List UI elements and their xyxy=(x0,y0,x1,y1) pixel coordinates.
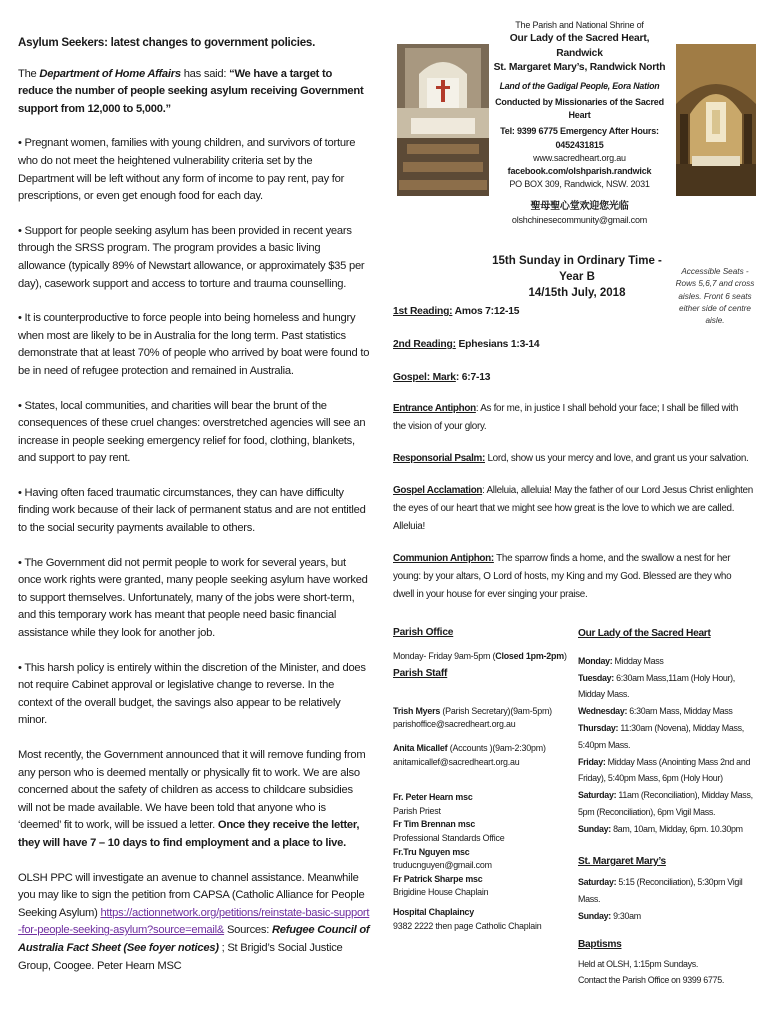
first-reading xyxy=(393,306,519,317)
mass-day-row xyxy=(578,908,762,925)
office-hours-post: ) xyxy=(563,650,567,661)
staff-role: Brigidine House Chaplain xyxy=(393,887,489,898)
parish-staff-heading: Parish Staff xyxy=(393,668,448,680)
staff-role: Professional Standards Office xyxy=(393,832,505,843)
land-acknowledgement: Land of the Gadigal People, Eora Nation xyxy=(499,80,660,91)
intro-mid: has said: xyxy=(180,67,230,80)
gospel-label: Gospel: Mark xyxy=(393,372,456,383)
mass-times: 6:30am Mass,11am (Holy Hour), Midday Mass. xyxy=(578,672,735,700)
mass-day-row xyxy=(578,874,762,908)
church-sanctuary-photo xyxy=(676,44,756,196)
staff-role: Parish Priest xyxy=(393,805,441,816)
recent-paragraph xyxy=(18,747,370,853)
mass-day: Sunday: xyxy=(578,910,611,921)
department-quote: “We have a target to reduce the number of people seeking asylum receiving Government support from 12,000 to 5,000.” xyxy=(18,67,364,115)
chinese-welcome: 聖母聖心堂欢迎您光临 xyxy=(530,201,629,213)
baptisms-line-1: Held at OLSH, 1:15pm Sundays. xyxy=(578,958,699,969)
parish-office-heading: Parish Office xyxy=(393,627,454,638)
communion-label: Communion Antiphon: xyxy=(393,553,494,564)
entrance-antiphon-label: Entrance Antiphon xyxy=(393,403,476,414)
bullet-item: • Support for people seeking asylum has been provided in recent years through the SRSS program. The program provides a basic living allowance (typically 89% of Newstart allowance, or approximately $35 per day), casework support and access to torture and trauma counselling. xyxy=(18,224,365,290)
bullet-item: • Having often faced traumatic circumstances, they can have difficulty finding work because of their lack of permanent status and are not entitled to the social security payments available to others. xyxy=(18,486,366,535)
psalm-text: Lord, show us your mercy and love, and grant us your salvation. xyxy=(485,453,749,464)
office-hours xyxy=(393,650,573,664)
acclamation-text: : Alleluia, alleluia! May the father of our Lord Jesus Christ enlighten the eyes of our heart that we might see how great is the love to which we are called. Alleluia! xyxy=(393,485,753,532)
mass-day-row xyxy=(578,670,762,704)
header-line-1: The Parish and National Shrine of xyxy=(515,20,644,30)
mass-day-row xyxy=(578,787,762,821)
staff-role: (Accounts )(9am-2:30pm) xyxy=(447,742,546,753)
asylum-article xyxy=(18,34,370,992)
sanctuary-photo-illustration xyxy=(676,44,756,196)
intro-pre: The xyxy=(18,67,40,80)
accessible-seats-note: Accessible Seats - Rows 5,6,7 and cross aisles. Front 6 seats either side of centre aisle. xyxy=(675,267,755,326)
sunday-title: 15th Sunday in Ordinary Time - Year B xyxy=(492,255,662,283)
staff-name: Fr Tim Brennan msc xyxy=(393,819,476,830)
parish-office-column xyxy=(393,626,573,933)
bullet-item: • This harsh policy is entirely within the discretion of the Minister, and does not require Cabinet approval or legislative change to reverse. In the context of the overall budget, the savings also appear to be relatively minor. xyxy=(18,661,366,727)
entrance-antiphon-text: : As for me, in justice I shall behold your face; I shall be filled with the vision of your glory. xyxy=(393,403,739,432)
parish-header xyxy=(487,19,672,227)
gospel-acclamation xyxy=(393,482,753,536)
mass-times: 5:15 (Reconciliation), 5:30pm Vigil Mass. xyxy=(578,877,743,905)
staff-anita xyxy=(393,742,573,756)
church-interior-photo xyxy=(397,44,489,196)
staff-trish xyxy=(393,705,573,719)
mass-day: Tuesday: xyxy=(578,672,614,683)
article-title: Asylum Seekers: latest changes to government policies. xyxy=(18,36,316,49)
liturgical-date xyxy=(487,253,667,301)
mass-day-row xyxy=(578,720,762,754)
mass-day-row xyxy=(578,653,762,670)
mass-times: 11:30am (Novena), Midday Mass, 5:40pm Mass. xyxy=(578,722,744,750)
church-name: Our Lady of the Sacred Heart, Randwick xyxy=(509,33,650,59)
first-reading-value: Amos 7:12-15 xyxy=(452,306,520,317)
mass-day: Saturday: xyxy=(578,877,617,888)
mass-times: 8am, 10am, Midday, 6pm. 10.30pm xyxy=(610,823,743,834)
first-reading-label: 1st Reading: xyxy=(393,306,453,317)
responsorial-psalm xyxy=(393,450,753,468)
smm-mass-heading: St. Margaret Mary’s xyxy=(578,855,666,867)
sunday-date: 14/15th July, 2018 xyxy=(528,287,626,299)
sources-bold: Refugee Council of Australia Fact Sheet (See foyer notices) xyxy=(18,924,370,954)
facebook-link[interactable]: facebook.com/olshparish.randwick xyxy=(507,165,652,176)
staff-name: Fr.Tru Nguyen msc xyxy=(393,846,470,857)
hospital-heading: Hospital Chaplaincy xyxy=(393,906,475,917)
staff-name: Trish Myers xyxy=(393,705,441,716)
mass-day: Friday: xyxy=(578,756,606,767)
department-name: Department of Home Affairs xyxy=(39,67,181,80)
mass-times-column xyxy=(578,626,762,989)
conducted-by: Conducted by Missionaries of the Sacred Heart xyxy=(495,96,664,121)
petition-link[interactable]: https://actionnetwork.org/petitions/reinstate-basic-support-for-people-seeking-asylum?source=email& xyxy=(18,906,370,937)
mass-times: 6:30am Mass, Midday Mass xyxy=(627,706,733,717)
mass-times: Midday Mass xyxy=(612,655,664,666)
communion-antiphon xyxy=(393,550,753,604)
telephone: Tel: 9399 6775 Emergency After Hours: 0452431815 xyxy=(500,126,659,150)
baptisms-heading: Baptisms xyxy=(578,938,622,950)
smm-mass-list xyxy=(578,874,762,924)
baptisms-line-2: Contact the Parish Office on 9399 6775. xyxy=(578,975,725,986)
second-reading-label: 2nd Reading: xyxy=(393,339,456,350)
sources-post: ; St Brigid’s Social Justice Group, Coogee. Peter Hearn MSC xyxy=(18,941,343,972)
olsh-paragraph xyxy=(18,870,370,976)
second-church-name: St. Margaret Mary’s, Randwick North xyxy=(493,62,666,74)
mass-day: Saturday: xyxy=(578,790,617,801)
olsh-mass-heading: Our Lady of the Sacred Heart xyxy=(578,628,711,639)
bullet-item: • States, local communities, and charities will bear the brunt of the consequences of these cruel changes: overstretched agencies will see an increase in people seeking emergency relief for food, clothing, blankets, and support to pay rent. xyxy=(18,399,366,465)
bullet-item: • Pregnant women, families with young children, and survivors of torture who do not meet the heightened vulnerability criteria set by the Department will be left without any form of income to pay rent, pay for prescriptions, or even get enough food for each day. xyxy=(18,137,356,203)
antiphons xyxy=(393,400,753,618)
mass-day: Thursday: xyxy=(578,722,619,733)
mass-times: Midday Mass (Anointing Mass 2nd and Friday), 5:40pm Mass, 6pm (Holy Hour) xyxy=(578,756,751,784)
mass-day-row xyxy=(578,703,762,720)
entrance-antiphon xyxy=(393,400,753,436)
mass-day-row xyxy=(578,821,762,838)
staff-name: Anita Micallef xyxy=(393,742,448,753)
staff-email[interactable]: anitamicallef@sacredheart.org.au xyxy=(393,756,520,767)
recent-text: Most recently, the Government announced that it will remove funding from any person who is deemed mentally or physically fit to work. We are also concerned about the safety of children as access to childcare subsidies will not be made available. We have been told that anyone who is ‘deemed’ fit to work, will be issued a letter. xyxy=(18,749,366,832)
mass-day-row xyxy=(578,754,762,788)
staff-name: Fr. Peter Hearn msc xyxy=(393,792,473,803)
gospel-reading xyxy=(393,372,490,383)
hospital-text: 9382 2222 then page Catholic Chaplain xyxy=(393,920,542,931)
mass-day: Monday: xyxy=(578,655,613,666)
mass-day: Sunday: xyxy=(578,823,611,834)
chinese-community-email[interactable]: olshchinesecommunity@gmail.com xyxy=(511,214,648,225)
office-hours-closed: Closed 1pm-2pm xyxy=(495,650,564,661)
article-intro xyxy=(18,66,370,119)
second-reading xyxy=(393,339,539,350)
bullet-item: • It is counterproductive to force people into being homeless and hungry when most are likely to be in Australia for the long term. Past statistics demonstrate that at least 70% of people who arrived by boat were found to be in need of refugee protection and remained in Australia. xyxy=(18,312,370,377)
po-box: PO BOX 309, Randwick, NSW. 2031 xyxy=(509,179,650,190)
staff-email[interactable]: truducnguyen@gmail.com xyxy=(393,860,492,871)
staff-role: (Parish Secretary)(9am-5pm) xyxy=(440,705,552,716)
second-reading-value: Ephesians 1:3-14 xyxy=(455,339,540,350)
staff-name: Fr Patrick Sharpe msc xyxy=(393,873,483,884)
staff-email[interactable]: parishoffice@sacredheart.org.au xyxy=(393,719,516,730)
mass-times: 11am (Reconciliation), Midday Mass, 5pm (Reconciliation), 6pm Vigil Mass. xyxy=(578,790,753,817)
gospel-value: : 6:7-13 xyxy=(455,372,491,383)
mass-times: 9:30am xyxy=(610,910,641,921)
bullet-item: • The Government did not permit people to work for several years, but once work rights were granted, many people seeking asylum have worked to support themselves. Unfortunately, many of the jobs were short-term, and this temporary work has meant that people need basic financial assistance while they look for another job. xyxy=(18,556,368,640)
psalm-label: Responsorial Psalm: xyxy=(393,453,485,464)
mass-day: Wednesday: xyxy=(578,706,628,717)
office-hours-pre: Monday- Friday 9am-5pm ( xyxy=(393,650,496,661)
website[interactable]: www.sacredheart.org.au xyxy=(533,152,626,163)
olsh-text: OLSH PPC will investigate an avenue to channel assistance. Meanwhile you may like to sign the petition from CAPSA (Catholic Alliance for People Seeking Asylum) xyxy=(18,871,365,919)
olsh-mass-list xyxy=(578,653,762,838)
sources-pre: Sources: xyxy=(224,924,272,937)
recent-bold: Once they receive the letter, they will have 7 – 10 days to find employment and a place to live. xyxy=(18,819,360,849)
acclamation-label: Gospel Acclamation xyxy=(393,485,483,496)
altar-photo-illustration xyxy=(397,44,489,196)
communion-text: The sparrow finds a home, and the swallow a nest for her young: by your altars, O Lord of hosts, my King and my God. Blessed are they who dwell in your house for ever singing your praise. xyxy=(393,553,732,600)
